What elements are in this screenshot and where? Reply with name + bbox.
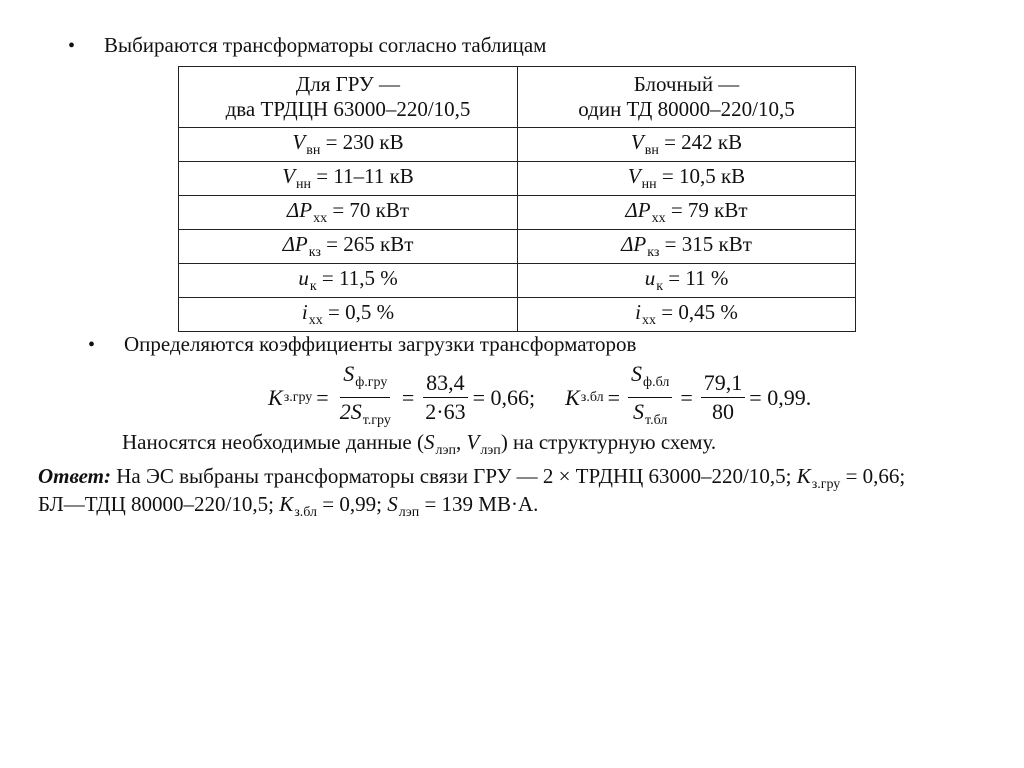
fraction-denominator: 2·63 [425,399,466,424]
param-subscript: хх [642,313,656,328]
cell-block [518,162,856,196]
note-text: Наносятся необходимые данные ( [122,430,424,454]
transformer-table [178,66,856,332]
answer-label: Ответ: [38,464,111,488]
s-subscript: лэп [435,443,456,458]
param-value: = 230 кВ [320,130,404,154]
fraction-numeric-gru [422,371,468,424]
param-symbol: i [301,300,308,324]
param-value: = 70 кВт [327,198,410,222]
s-symbol: 2S [339,399,362,424]
note-text: , [455,430,467,454]
note-text: ) на структурную схему. [500,430,717,454]
s-symbol: S [387,492,398,516]
equals-sign: = [316,384,329,410]
cell-block [518,196,856,230]
param-symbol: u [644,266,656,290]
result-gru: = 0,66; [472,384,536,410]
fraction-s-bl [628,362,672,433]
cell-gru [179,264,518,298]
header-block-line2: один ТД 80000–220/10,5 [578,97,795,121]
k-bl-subscript: з.бл [580,389,604,405]
k-gru-subscript: з.гру [283,389,313,405]
s-subscript: лэп [398,505,420,520]
cell-block [518,264,856,298]
bullet-load-factors-text: Определяются коэффициенты загрузки трансформаторов [124,332,637,356]
param-value: = 11 % [663,266,729,290]
table-row [179,298,856,332]
k-subscript: з.гру [811,477,841,492]
param-value: = 242 кВ [658,130,743,154]
s-subscript: ф.бл [643,375,670,390]
load-factor-formula [268,362,811,433]
cell-gru [179,196,518,230]
cell-gru [179,298,518,332]
param-subscript: хх [651,211,666,226]
header-gru-line2: два ТРДЦН 63000–220/10,5 [225,97,471,121]
param-value: = 10,5 кВ [656,164,746,188]
param-value: = 11–11 кВ [311,164,414,188]
param-symbol: ΔP [621,232,647,256]
fraction-numerator [340,362,390,398]
cell-block [518,230,856,264]
fraction-numeric-bl [701,371,746,424]
s-symbol: S [343,361,355,386]
s-subscript: т.гру [362,413,391,428]
answer-value: = 139 МВ·А. [419,492,539,516]
table-row [179,264,856,298]
param-subscript: нн [641,177,657,192]
table-row [179,128,856,162]
answer-value: = 0,66; [840,464,906,488]
param-symbol: i [635,300,641,324]
answer-value: = 0,99; [317,492,388,516]
bullet-dot-icon: • [88,334,96,356]
param-value: = 0,45 % [656,300,738,324]
v-subscript: лэп [480,443,501,458]
param-subscript: вн [644,143,659,158]
fraction-numerator: 79,1 [701,371,746,398]
k-symbol: K [796,464,811,488]
fraction-denominator [630,398,670,433]
cell-block [518,128,856,162]
param-symbol: u [298,266,309,290]
table-header-row [179,67,856,128]
k-subscript: з.бл [294,505,318,520]
s-symbol: S [631,361,643,386]
answer-line-2 [38,492,538,521]
bullet-selection-text: Выбираются трансформаторы согласно таблицам [104,33,547,57]
header-gru-line1: Для ГРУ — [295,72,401,96]
fraction-s-gru [337,362,394,433]
param-value: = 265 кВт [320,232,414,256]
s-symbol: S [423,430,435,454]
param-symbol: V [627,164,641,188]
cell-gru [179,230,518,264]
param-subscript: хх [308,313,323,328]
bullet-selection [68,33,546,58]
answer-text: БЛ—ТДЦ 80000–220/10,5; [38,492,280,516]
param-subscript: к [309,279,317,294]
cell-gru [179,128,518,162]
fraction-numerator: 83,4 [423,371,468,398]
bullet-dot-icon: • [68,35,76,57]
param-symbol: V [292,130,306,154]
s-subscript: т.бл [645,413,668,428]
k-bl-symbol: K [565,384,580,410]
table-row [179,196,856,230]
equals-sign: = [607,384,621,410]
header-block-line1: Блочный — [633,72,740,96]
param-value: = 11,5 % [316,266,398,290]
param-subscript: вн [306,143,321,158]
s-subscript: ф.гру [355,375,388,390]
param-subscript: кз [308,245,321,260]
param-symbol: V [282,164,296,188]
v-symbol: V [466,430,480,454]
param-symbol: ΔP [625,198,651,222]
k-symbol: K [279,492,294,516]
equals-sign: = [680,384,693,410]
note-paragraph [122,430,716,459]
answer-text: На ЭС выбраны трансформаторы связи ГРУ — 2 × ТРДНЦ 63000–220/10,5; [111,464,797,488]
k-gru-symbol: K [268,384,283,410]
param-subscript: нн [296,177,312,192]
header-gru [179,67,518,128]
answer-line-1 [38,464,905,493]
fraction-denominator: 80 [712,399,735,424]
fraction-numerator [628,362,672,398]
table-row [179,230,856,264]
s-symbol: S [633,399,645,424]
cell-gru [179,162,518,196]
param-symbol: V [630,130,644,154]
param-subscript: хх [313,211,328,226]
cell-block [518,298,856,332]
fraction-denominator [337,398,394,433]
param-value: = 315 кВт [659,232,752,256]
param-symbol: ΔP [286,198,313,222]
result-bl: = 0,99. [749,384,812,410]
table-row [179,162,856,196]
bullet-load-factors [88,332,636,357]
header-block [518,67,856,128]
param-subscript: кз [647,245,660,260]
param-subscript: к [656,279,663,294]
param-value: = 79 кВт [665,198,748,222]
param-symbol: ΔP [282,232,308,256]
equals-sign: = [401,384,415,410]
param-value: = 0,5 % [322,300,395,324]
